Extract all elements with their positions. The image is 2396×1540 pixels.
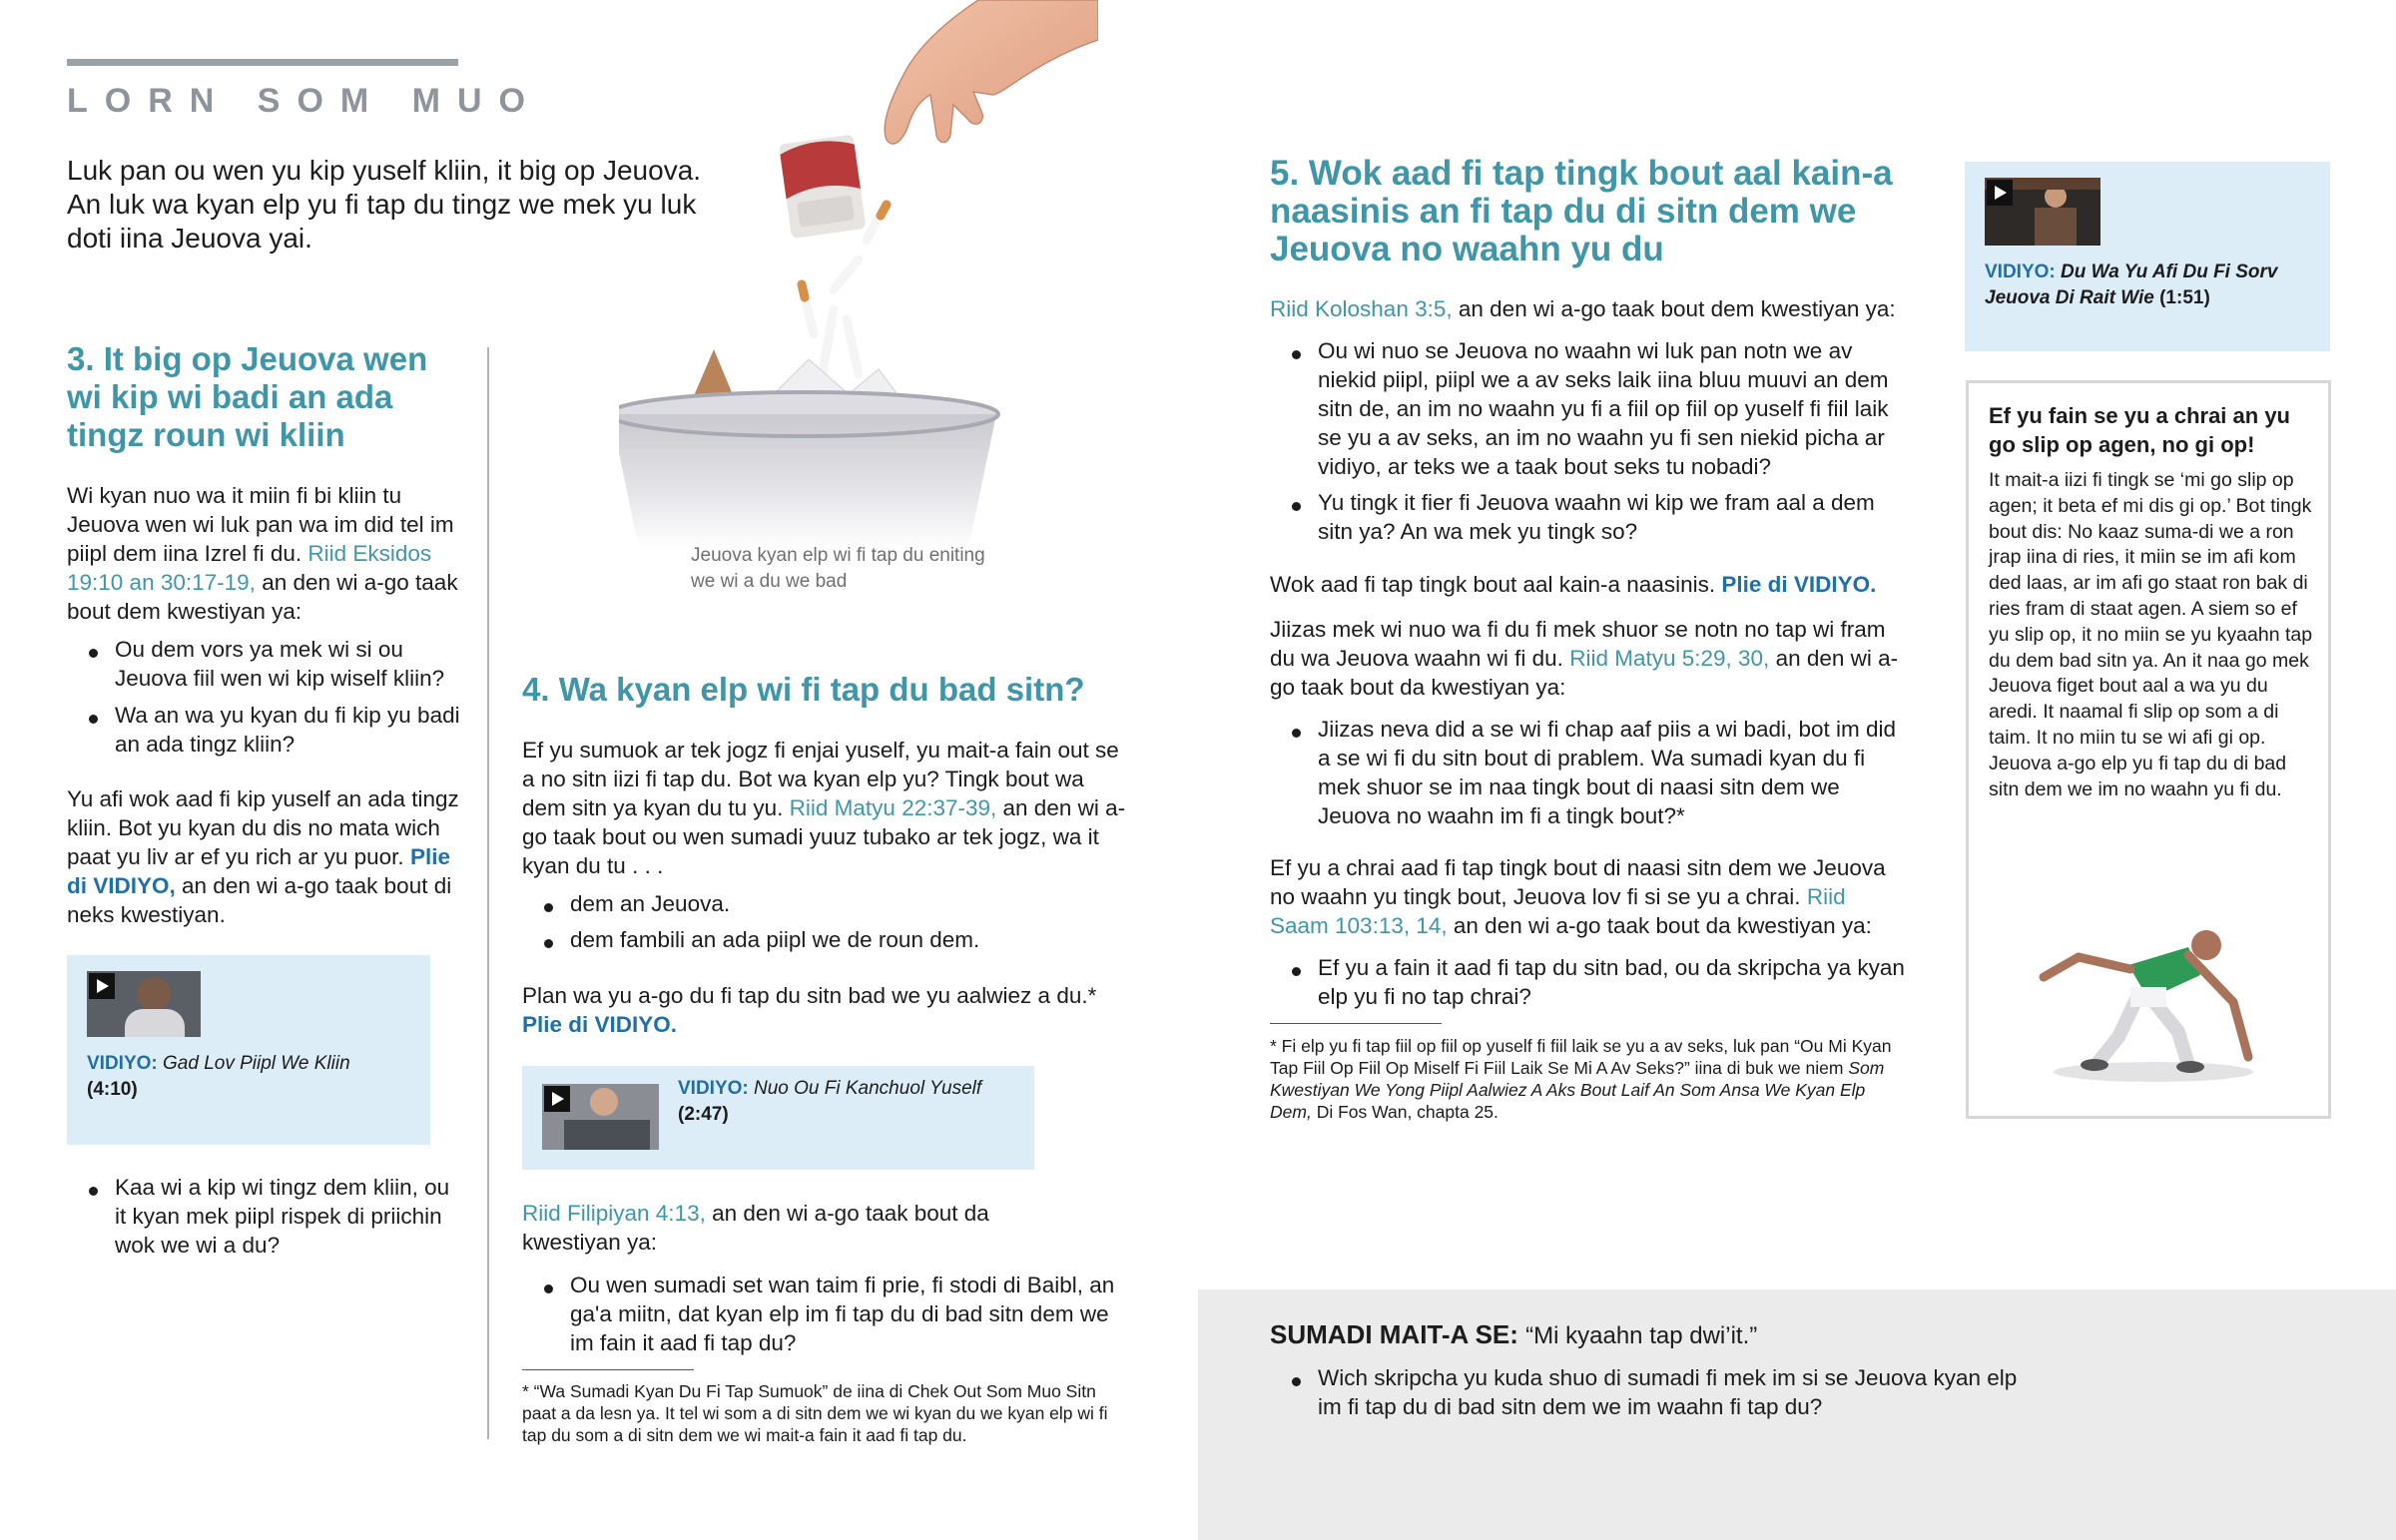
list-item: Wich skripcha yu kuda shuo di sumadi fi mek im si se Jeuova kyan elp im fi tap du di bad sitn dem we im waahn fi tap du? xyxy=(1270,1363,2029,1421)
summary-questions xyxy=(1270,1363,2029,1421)
list-item: dem fambili an ada piipl we de roun dem. xyxy=(522,925,1121,954)
section-5-heading: 5. Wok aad fi tap tingk bout aal kain-a naasinis an fi tap du di sitn dem we Jeuova no waahn yu du xyxy=(1270,154,1893,268)
section-4-footnote: * “Wa Sumadi Kyan Du Fi Tap Sumuok” de iina di Chek Out Som Muo Sitn paat a da lesn ya. It tel wi som a di sitn dem we wi kyan du we kyan elp wi fi tap du som a di sitn dem we wi mait-a fain it aad fi tap du. xyxy=(522,1381,1108,1445)
desk-shape xyxy=(564,1120,650,1150)
section-4-questions xyxy=(522,1271,1121,1357)
section-5-footnote: * Fi elp yu fi tap fiil op fiil op yuself fi fiil laik se yu a av seks, luk pan “Ou Mi Kyan Tap Fiil Op Fiil Op Miself Fi Fiil Laik Se Mi A Av Seks?” iina di buk we niem Som Kwestiyan We Yong Piipl Aalwiez A Aks Bout Laif An Som Ansa We Kyan Elp Dem, Di Fos Wan, chapta 25. xyxy=(1270,1036,1892,1122)
play-icon[interactable] xyxy=(1987,180,2013,206)
person-shirt-shape xyxy=(125,1009,185,1037)
section-3-paragraph-1: Wi kyan nuo wa it miin fi bi kliin tu Jeuova wen wi luk pan wa im did tel im piipl dem iina Izrel fi du. Riid Eksidos 19:10 an 30:17-19, an den wi a-go taak bout dem kwestiyan ya: xyxy=(67,483,458,624)
video-box-gad-lov[interactable] xyxy=(67,955,430,1145)
list-item: Wa an wa yu kyan du fi kip yu badi an ada tingz kliin? xyxy=(67,701,466,759)
play-icon[interactable] xyxy=(89,973,115,999)
list-item: Ou wen sumadi set wan taim fi prie, fi stodi di Baibl, an ga'a miitn, dat kyan elp im fi tap du di bad sitn dem we im fain it aad fi tap du? xyxy=(522,1271,1121,1357)
video-box-kanchuol[interactable] xyxy=(522,1066,1034,1170)
section-4-paragraph-2: Plan wa yu a-go du fi tap du sitn bad we yu aalwiez a du.* Plie di VIDIYO. xyxy=(522,983,1097,1037)
section-5-questions-2 xyxy=(1270,715,1909,830)
video-thumbnail[interactable] xyxy=(542,1084,659,1150)
trash-bin-illustration xyxy=(619,0,1098,549)
person-head-shape xyxy=(590,1088,618,1116)
scripture-ref-saam[interactable]: Riid Saam 103:13, 14, xyxy=(1270,884,1846,938)
scripture-ref-matyu-5[interactable]: Riid Matyu 5:29, 30, xyxy=(1569,646,1770,671)
video-thumbnail[interactable] xyxy=(1985,178,2100,246)
section-5-questions xyxy=(1270,336,1909,546)
scripture-ref-matyu-22[interactable]: Riid Matyu 22:37-39, xyxy=(789,795,997,820)
section-kicker: LORN SOM MUO xyxy=(67,82,542,120)
section-5-paragraph-3: Jiizas mek wi nuo wa fi du fi mek shuor se notn no tap wi fram du wa Jeuova waahn wi fi du. Riid Matyu 5:29, 30, an den wi a-go taak bout da kwestiyan ya: xyxy=(1270,617,1899,700)
video-thumbnail[interactable] xyxy=(87,971,201,1037)
section-3-questions-2 xyxy=(67,1173,466,1260)
section-5-questions-3 xyxy=(1270,953,1909,1011)
scripture-ref-koloshan[interactable]: Riid Koloshan 3:5, xyxy=(1270,296,1453,321)
scripture-ref-filipiyan[interactable]: Riid Filipiyan 4:13, xyxy=(522,1201,706,1226)
list-item: Ou wi nuo se Jeuova no waahn wi luk pan notn we av niekid piipl, piipl we a av seks laik iina bluu muuvi an dem sitn de, an im no waahn yu fi a fiil op fiil op yuself fi fiil laik se yu a av seks, an im no waahn yu fi sen niekid picha ar vidiyo, ar teks we a taak bout seks tu nobadi? xyxy=(1270,336,1909,481)
column-divider xyxy=(487,347,489,1439)
play-video-link[interactable]: Plie di VIDIYO. xyxy=(1721,572,1877,597)
scripture-ref-eksidos[interactable]: Riid Eksidos 19:10 an 30:17-19, xyxy=(67,541,432,595)
section-4-list xyxy=(522,889,1121,954)
section-5-paragraph-4: Ef yu a chrai aad fi tap tingk bout di naasi sitn dem we Jeuova no waahn yu tingk bout, Jeuova lov fi si se yu a chrai. Riid Saam 103:13, 14, an den wi a-go taak bout da kwestiyan ya: xyxy=(1270,855,1886,938)
list-item: Yu tingk it fier fi Jeuova waahn wi kip we fram aal a dem sitn ya? An wa mek yu tingk so? xyxy=(1270,488,1909,546)
kicker-rule xyxy=(67,59,458,66)
encouragement-body: It mait-a iizi fi tingk se ‘mi go slip op agen; it beta ef mi dis gi op.’ Bot tingk bout dis: No kaaz suma-di we a ron jrap iina di ries, it miin se im afi kom ded laas, ar im afi go staat ron bak di ries fram di staat agen. A siem so ef yu slip op, it no miin se yu kyaahn tap du dem bad sitn ya. An it naa go mek Jeuova figet bout aal a wa yu du aredi. It naamal fi slip op som a di taim. It no miin tu se wi afi gi op. Jeuova a-go elp yu fi tap du di bad sitn dem we im no waahn yu fi du. xyxy=(1989,469,2313,800)
list-item: Jiizas neva did a se wi fi chap aaf piis a wi badi, bot im did a se wi fi du sitn bout di prablem. Wa sumadi kyan du fi mek shuor se im naa tingk bout di naasi sitn dem we Jeuova no waahn im fi a tingk bout?* xyxy=(1270,715,1909,830)
play-icon[interactable] xyxy=(544,1086,570,1112)
section-3-questions xyxy=(67,635,466,759)
play-video-link[interactable]: Plie di VIDIYO, xyxy=(67,844,450,898)
person-head-shape xyxy=(137,977,171,1011)
section-4-paragraph-1: Ef yu sumuok ar tek jogz fi enjai yuself, yu mait-a fain out se a no sitn iizi fi tap du. Bot wa kyan elp yu? Tingk bout wa dem sitn ya kyan du tu yu. Riid Matyu 22:37-39, an den wi a-go taak bout ou wen sumadi yuuz tubako ar tek jogz, wa it kyan du tu . . . xyxy=(522,738,1126,878)
play-video-link[interactable]: Plie di VIDIYO. xyxy=(522,1012,678,1037)
section-4-paragraph-3: Riid Filipiyan 4:13, an den wi a-go taak bout da kwestiyan ya: xyxy=(522,1201,989,1255)
footnote-separator xyxy=(1270,1023,1442,1024)
section-3-heading: 3. It big op Jeuova wen wi kip wi badi an ada tingz roun wi kliin xyxy=(67,340,428,453)
list-item: dem an Jeuova. xyxy=(522,889,1121,918)
runner-illustration xyxy=(2039,917,2268,1087)
video-box-sorv-jeuova[interactable] xyxy=(1965,162,2330,351)
list-item: Ef yu a fain it aad fi tap du sitn bad, ou da skripcha ya kyan elp yu fi no tap chrai? xyxy=(1270,953,1909,1011)
list-item: Ou dem vors ya mek wi si ou Jeuova fiil wen wi kip wiself kliin? xyxy=(67,635,466,693)
video-label: VIDIYO: Gad Lov Piipl We Kliin (4:10) xyxy=(87,1053,350,1100)
illustration-caption: Jeuova kyan elp wi fi tap du eniting we wi a du we bad xyxy=(691,545,985,592)
section-5-paragraph-1: Riid Koloshan 3:5, an den wi a-go taak bout dem kwestiyan ya: xyxy=(1270,296,1896,321)
section-4-heading: 4. Wa kyan elp wi fi tap du bad sitn? xyxy=(522,671,1085,708)
video-label: VIDIYO: Du Wa Yu Afi Du Fi Sorv Jeuova Di Rait Wie (1:51) xyxy=(1985,261,2278,308)
footnote-separator xyxy=(522,1369,694,1370)
section-3-paragraph-2: Yu afi wok aad fi kip yuself an ada tingz kliin. Bot yu kyan du dis no mata wich paat yu liv ar ef yu rich ar yu puor. Plie di VIDIYO, an den wi a-go taak bout di neks kwestiyan. xyxy=(67,786,459,927)
encouragement-box xyxy=(1966,380,2331,1119)
section-5-paragraph-2: Wok aad fi tap tingk bout aal kain-a naasinis. Plie di VIDIYO. xyxy=(1270,572,1877,597)
list-item: Kaa wi a kip wi tingz dem kliin, ou it kyan mek piipl rispek di priichin wok we wi a du? xyxy=(67,1173,466,1260)
encouragement-title: Ef yu fain se yu a chrai an yu go slip op agen, no gi op! xyxy=(1989,403,2290,457)
intro-paragraph: Luk pan ou wen yu kip yuself kliin, it big op Jeuova. An luk wa kyan elp yu fi tap du tingz we mek yu luk doti iina Jeuova yai. xyxy=(67,155,702,254)
video-label: VIDIYO: Nuo Ou Fi Kanchuol Yuself (2:47) xyxy=(678,1078,982,1125)
person-body-shape xyxy=(2035,208,2077,246)
summary-heading: SUMADI MAIT-A SE: “Mi kyaahn tap dwi’it.” xyxy=(1270,1319,1758,1349)
